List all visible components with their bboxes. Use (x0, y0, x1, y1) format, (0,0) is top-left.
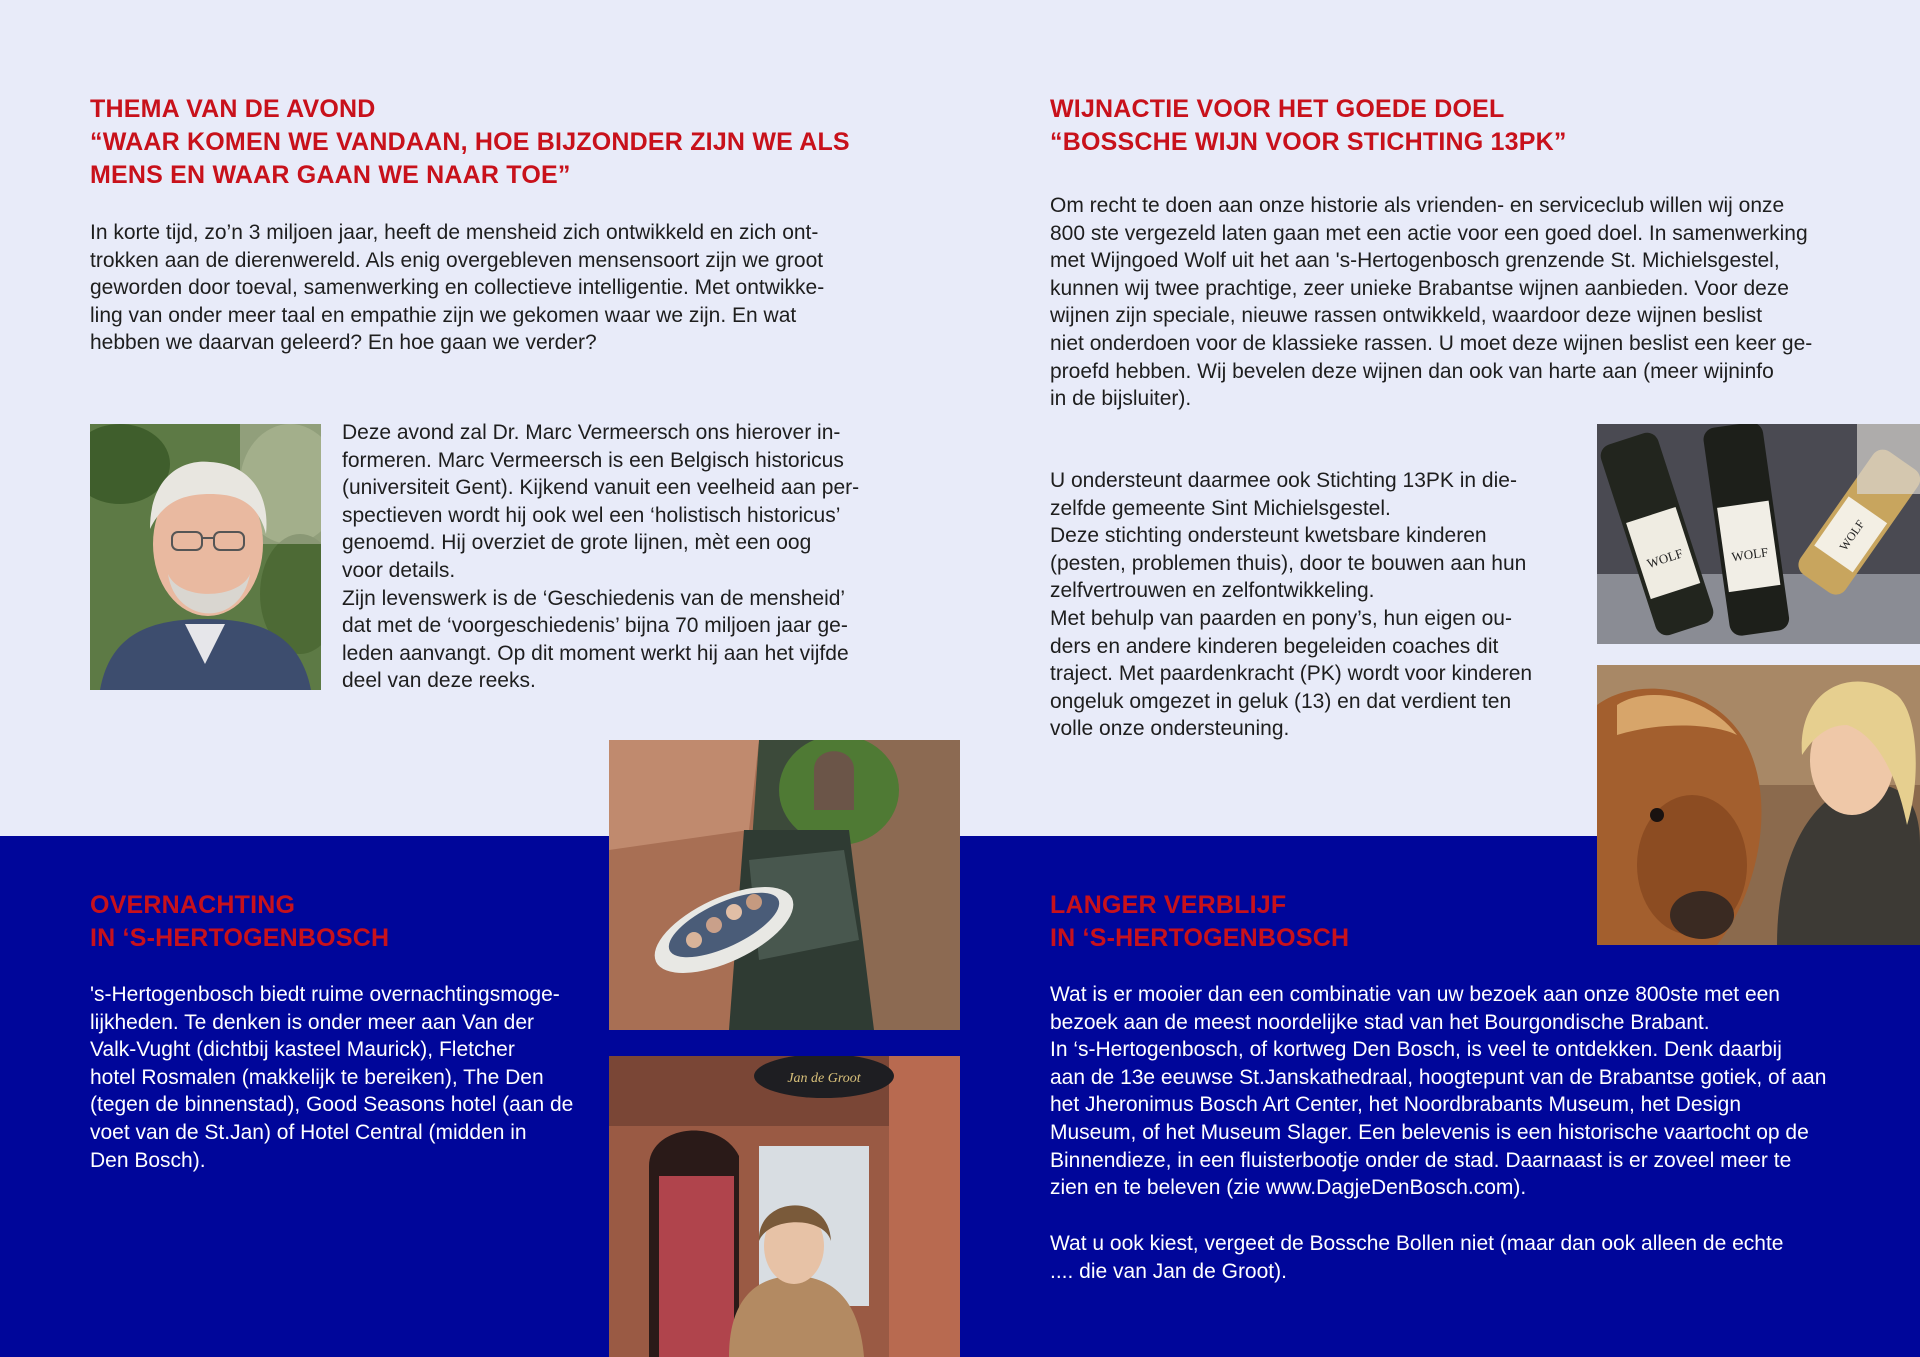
wine-bottles-photo (1597, 424, 1920, 644)
wine-label-3: WOLF (1836, 517, 1868, 554)
stay-text: 's-Hertogenbosch biedt ruime overnachtingsmoge- lijkheden. Te denken is onder meer aan Van der Valk-Vught (dichtbij kasteel Maurick), Fletcher hotel Rosmalen (makkelijk te bereiken), The Den (tegen de binnenstad), Good Seasons hotel (aan de voet van de St.Jan) of Hotel Central (midden in Den Bosch). (90, 983, 574, 1172)
stay-heading: OVERNACHTING IN ‘S-HERTOGENBOSCH (90, 891, 390, 952)
wine-label-1: WOLF (1645, 545, 1685, 572)
foundation-text: U ondersteunt daarmee ook Stichting 13PK in die- zelfde gemeente Sint Michielsgestel. Deze stichting ondersteunt kwetsbare kinderen (pesten, problemen thuis), door te bouwen aan hun zelfvertrouwen en zelfontwikkeling. Met behulp van paarden en pony’s, hun eigen ou- ders en andere kinderen begeleiden coaches dit traject. Met paardenkracht (PK) wordt voor kinderen ongeluk omgezet in geluk (13) en dat verdient ten volle onze ondersteuning. (1050, 469, 1533, 741)
theme-intro: In korte tijd, zo’n 3 miljoen jaar, heeft de mensheid zich ontwikkeld en zich ont- trokken aan de dierenwereld. Als enig overgebleven mensensoort zijn we groot geworden door toeval, samenwerking en collectieve intelligentie. Met ontwikke- ling van onder meer taal en empathie zijn we gekomen waar we zijn. En wat hebben we daarvan geleerd? En hoe gaan we verder? (90, 221, 825, 355)
longer-stay-heading: LANGER VERBLIJF IN ‘S-HERTOGENBOSCH (1050, 891, 1350, 952)
wine-intro: Om recht te doen aan onze historie als vrienden- en serviceclub willen wij onze 800 ste vergezeld laten gaan met een actie voor een goed doel. In samenwerking met Wijngoed Wolf uit het aan 's-Hertogenbosch grenzende St. Michielsgestel, kunnen wij twee prachtige, zeer unieke Brabantse wijnen aanbieden. Voor deze wijnen zijn speciale, nieuwe rassen ontwikkeld, waardoor deze wijnen beslist niet onderdoen voor de klassieke rassen. U moet deze wijnen beslist een keer ge- proefd hebben. Wij bevelen deze wijnen dan ook van harte aan (meer wijninfo in de bijsluiter). (1050, 194, 1813, 411)
wine-label-2: WOLF (1730, 544, 1770, 565)
pony-photo (1597, 665, 1920, 945)
canal-boat-photo (609, 740, 960, 1030)
shop-sign: Jan de Groot (787, 1071, 861, 1086)
speaker-bio: Deze avond zal Dr. Marc Vermeersch ons hierover in- formeren. Marc Vermeersch is een Belgisch historicus (universiteit Gent). Kijkend vanuit een veelheid aan per- spectieven wordt hij ook wel een ‘holistisch historicus’ genoemd. Hij overziet de grote lijnen, mèt een oog voor details. Zijn levenswerk is de ‘Geschiedenis van de mensheid’ dat met de ‘voorgeschiedenis’ bijna 70 miljoen jaar ge- leden aanvangt. Op dit moment werkt hij aan het vijfde deel van deze reeks. (342, 421, 860, 693)
wine-heading: WIJNACTIE VOOR HET GOEDE DOEL “BOSSCHE WIJN VOOR STICHTING 13PK” (1050, 95, 1567, 156)
theme-heading: THEMA VAN DE AVOND “WAAR KOMEN WE VANDAAN, HOE BIJZONDER ZIJN WE ALS MENS EN WAAR GAAN WE NAAR TOE” (90, 95, 850, 189)
longer-stay-text: Wat is er mooier dan een combinatie van uw bezoek aan onze 800ste met een bezoek aan de meest noordelijke stad van het Bourgondische Brabant. In ‘s-Hertogenbosch, of kortweg Den Bosch, is veel te ontdekken. Denk daarbij aan de 13e eeuwse St.Janskathedraal, hoogtepunt van de Brabantse gotiek, of aan het Jheronimus Bosch Art Center, het Noordbrabants Museum, het Design Museum, of het Museum Slager. Een belevenis is een historische vaartocht op de Binnendieze, in een fluisterbootje onder de stad. Daarnaast is er zoveel meer te zien en te beleven (zie www.DagjeDenBosch.com). (1050, 983, 1827, 1200)
longer-stay-closing: Wat u ook kiest, vergeet de Bossche Bollen niet (maar dan ook alleen de echte .... die van Jan de Groot). (1050, 1232, 1784, 1283)
jan-de-groot-shop-photo (609, 1056, 960, 1357)
speaker-portrait (90, 424, 321, 690)
